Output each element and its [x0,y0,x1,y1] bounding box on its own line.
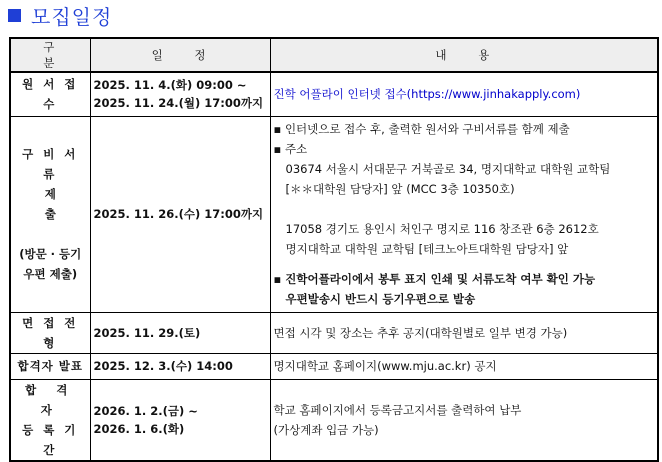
date-line: 2025. 11. 4.(화) 09:00 ~ [93,78,247,93]
content-cell [270,72,658,116]
header-content: 내 용 [270,38,658,72]
date-line: 2025. 11. 26.(수) 17:00까지 [93,207,264,221]
notice-line: ▪ 진학어플라이에서 봉투 표지 인쇄 및 서류도착 여부 확인 가능 [273,272,596,286]
address-line: 명지대학교 대학원 교학팀 [테크노아트대학원 담당자] 앞 [285,242,569,256]
category-label: 합격자 발표 [17,359,84,373]
date-line: 2025. 11. 29.(토) [93,325,201,340]
content-line: (가상계좌 입금 가능) [273,422,379,437]
content-line: 면접 시각 및 장소는 추후 공지(대학원별로 일부 변경 가능) [273,325,568,340]
content-line: ▪ 인터넷으로 접수 후, 출력한 원서와 구비서류를 함께 제출 [273,122,570,136]
content-line: ▪ 주소 [273,142,308,156]
date-cell [90,312,270,353]
address-line: 17058 경기도 용인시 처인구 명지로 116 창조관 6층 2612호 [285,222,599,236]
category-label: 합 격 자 [25,382,76,417]
table-row [10,312,658,353]
apply-link[interactable]: 진학 어플라이 인터넷 접수(https://www.jinhakapply.com) [273,87,581,102]
address-line: [＊＊대학원 담당자] 앞 (MCC 3층 10350호) [285,182,515,196]
date-line: 2026. 1. 2.(금) ~ [93,403,198,418]
date-line: 2025. 12. 3.(수) 14:00 [93,359,233,373]
content-cell [270,353,658,379]
category-cell [10,312,90,353]
header-category: 구 분 [10,38,90,72]
category-cell [10,72,90,116]
category-cell [10,116,90,312]
category-cell [10,353,90,379]
square-bullet-icon [8,9,21,22]
table-row [10,379,658,461]
date-cell [90,353,270,379]
content-cell [270,379,658,461]
date-line: 2025. 11. 24.(월) 17:00까지 [93,96,264,111]
notice-line: 우편발송시 반드시 등기우편으로 발송 [285,292,476,306]
category-label: 원 서 접 수 [22,77,79,112]
table-row [10,72,658,116]
table-row [10,353,658,379]
date-cell [90,116,270,312]
section-heading [8,2,112,28]
category-label: 우편 제출) [23,267,78,281]
category-label: 제 출 [44,187,78,221]
date-cell [90,379,270,461]
category-label: 구 비 서 류 [22,147,79,181]
category-cell [10,379,90,461]
page-title: 모집일정 [31,4,113,29]
header-schedule: 일 정 [90,38,270,72]
date-cell [90,72,270,116]
table-header-row [10,38,658,72]
content-cell [270,116,658,312]
content-line: 명지대학교 홈페이지(www.mju.ac.kr) 공지 [273,359,497,373]
address-line: 03674 서울시 서대문구 거북골로 34, 명지대학교 대학원 교학팀 [285,162,611,176]
category-label: 등 록 기 간 [22,422,79,457]
content-line: 학교 홈페이지에서 등록금고지서를 출력하여 납부 [273,402,522,417]
table-row [10,116,658,312]
date-line: 2026. 1. 6.(화) [93,421,185,436]
content-cell [270,312,658,353]
category-label: (방문 · 등기 [19,247,82,261]
category-label: 면 접 전 형 [22,315,79,350]
schedule-table [9,37,659,462]
